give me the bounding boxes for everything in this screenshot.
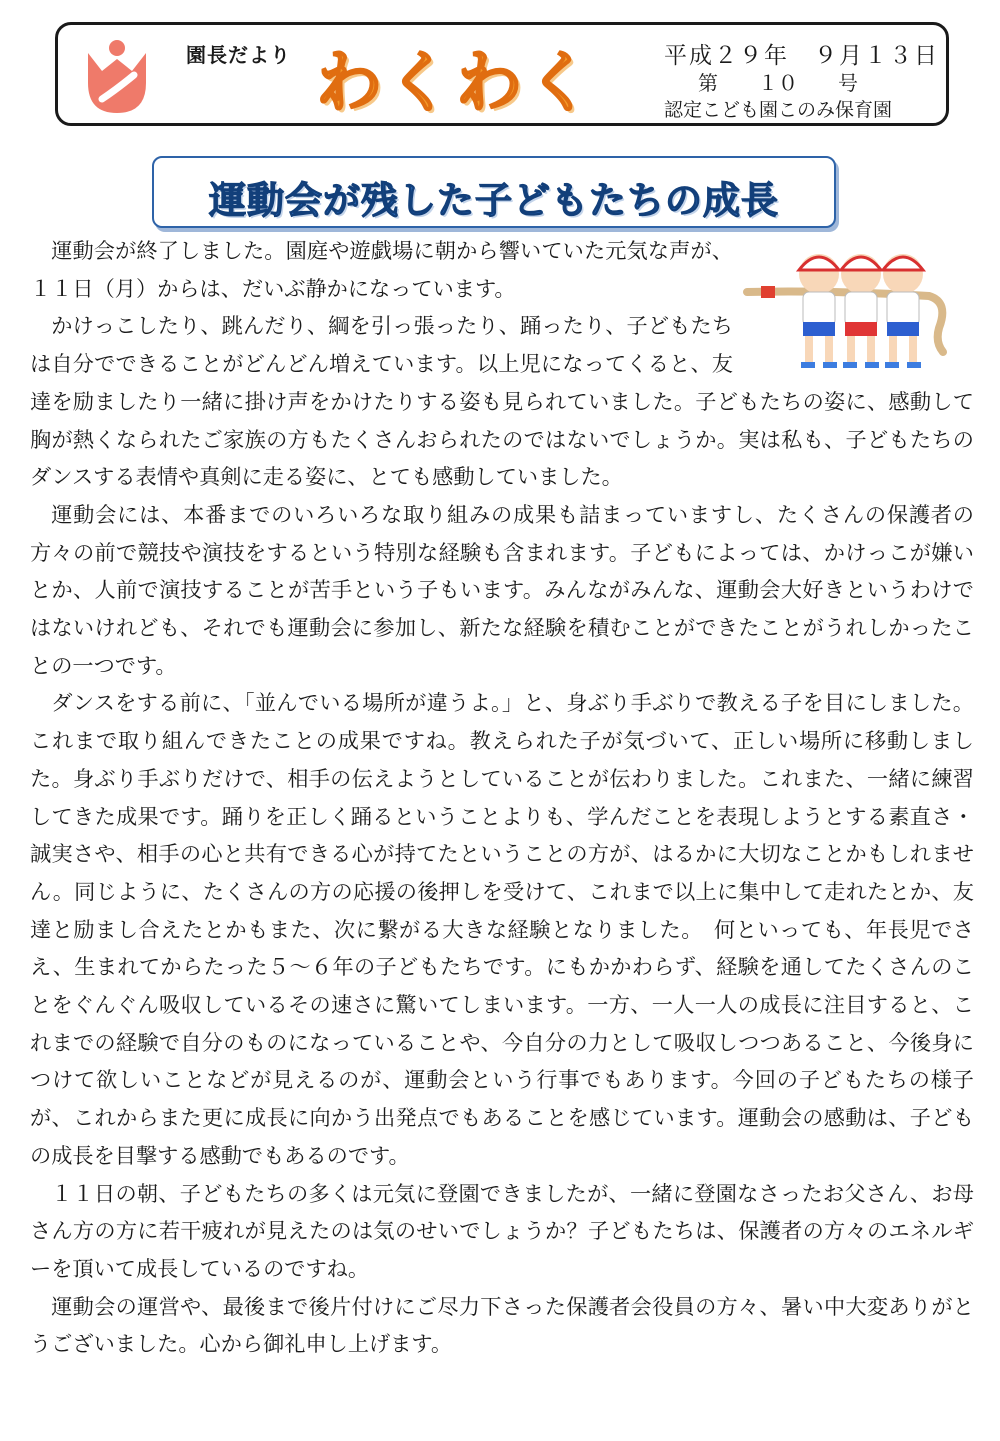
newsletter-header: [55, 22, 949, 126]
issue-number: 第 １０ 号: [698, 71, 858, 95]
newsletter-name: わくわく: [316, 44, 596, 121]
article-body: [30, 232, 974, 1363]
article-title-box: [152, 156, 836, 228]
issue-date: 平成２９年 ９月１３日: [664, 43, 939, 69]
article-title: 運動会が残した子どもたちの成長: [209, 179, 779, 222]
paragraph: ダンスをする前に、「並んでいる場所が違うよ。」と、身ぶり手ぶりで教える子を目にしました。これまで取り組んできたことの成果ですね。教えられた子が気づいて、正しい場所に移動しました。身ぶり手ぶりだけで、相手の伝えようとしていることが伝わりました。これまた、一緒に練習してきた成果です。踊りを正しく踊るということよりも、学んだことを表現しようとする素直さ・誠実さや、相手の心と共有できる心が持てたということの方が、はるかに大切なことかもしれません。同じように、たくさんの方の応援の後押しを受けて、これまで以上に集中して走れたとか、友達と励まし合えたとかもまた、次に繋がる大きな経験となりました。 何といっても、年長児でさえ、生まれてからたった５～６年の子どもたちです。にもかかわらず、経験を通してたくさんのことをぐんぐん吸収しているその速さに驚いてしまいます。一方、一人一人の成長に注目すると、これまでの経験で自分のものになっていることや、今自分の力として吸収しつつあること、今後身につけて欲しいことなどが見えるのが、運動会という行事でもあります。今回の子どもたちの様子が、これからまた更に成長に向かう出発点でもあることを感じています。運動会の感動は、子どもの成長を目撃する感動でもあるのです。: [30, 690, 974, 1168]
paragraph: 運動会には、本番までのいろいろな取り組みの成果も詰まっていますし、たくさんの保護者の方々の前で競技や演技をするという特別な経験も含まれます。子どもによっては、かけっこが嫌いとか、人前で演技することが苦手という子もいます。みんながみんな、運動会大好きというわけではないけれども、それでも運動会に参加し、新たな経験を積むことができたことがうれしかったことの一つです。: [30, 501, 974, 678]
paragraph: 運動会の運営や、最後まで後片付けにご尽力下さった保護者会役員の方々、暑い中大変ありがとうございました。心から御礼申し上げます。: [30, 1293, 974, 1357]
school-name: 認定こども園このみ保育園: [664, 99, 893, 121]
tug-of-war-children-illustration: [739, 232, 973, 382]
paragraph: 運動会が終了しました。園庭や遊戯場に朝から響いていた元気な声が、１１日（月）からは、だいぶ静かになっています。: [30, 238, 733, 301]
tulip-logo-icon: [82, 39, 152, 117]
newsletter-label: 園長だより: [186, 43, 291, 67]
paragraph: １１日の朝、子どもたちの多くは元気に登園できましたが、一緒に登園なさったお父さん、お母さん方の方に若干疲れが見えたのは気のせいでしょうか？子どもたちは、保護者の方々のエネルギーを頂いて成長しているのですね。: [30, 1180, 974, 1281]
paragraph: かけっこしたり、跳んだり、綱を引っ張ったり、踊ったり、子どもたちは自分でできることがどんどん増えています。以上児になってくると、友達を励ましたり一緒に掛け声をかけたりする姿も見られていました。子どもたちの姿に、感動して胸が熱くなられたご家族の方もたくさんおられたのではないでしょうか。実は私も、子どもたちのダンスする表情や真剣に走る姿に、とても感動していました。: [30, 313, 974, 490]
